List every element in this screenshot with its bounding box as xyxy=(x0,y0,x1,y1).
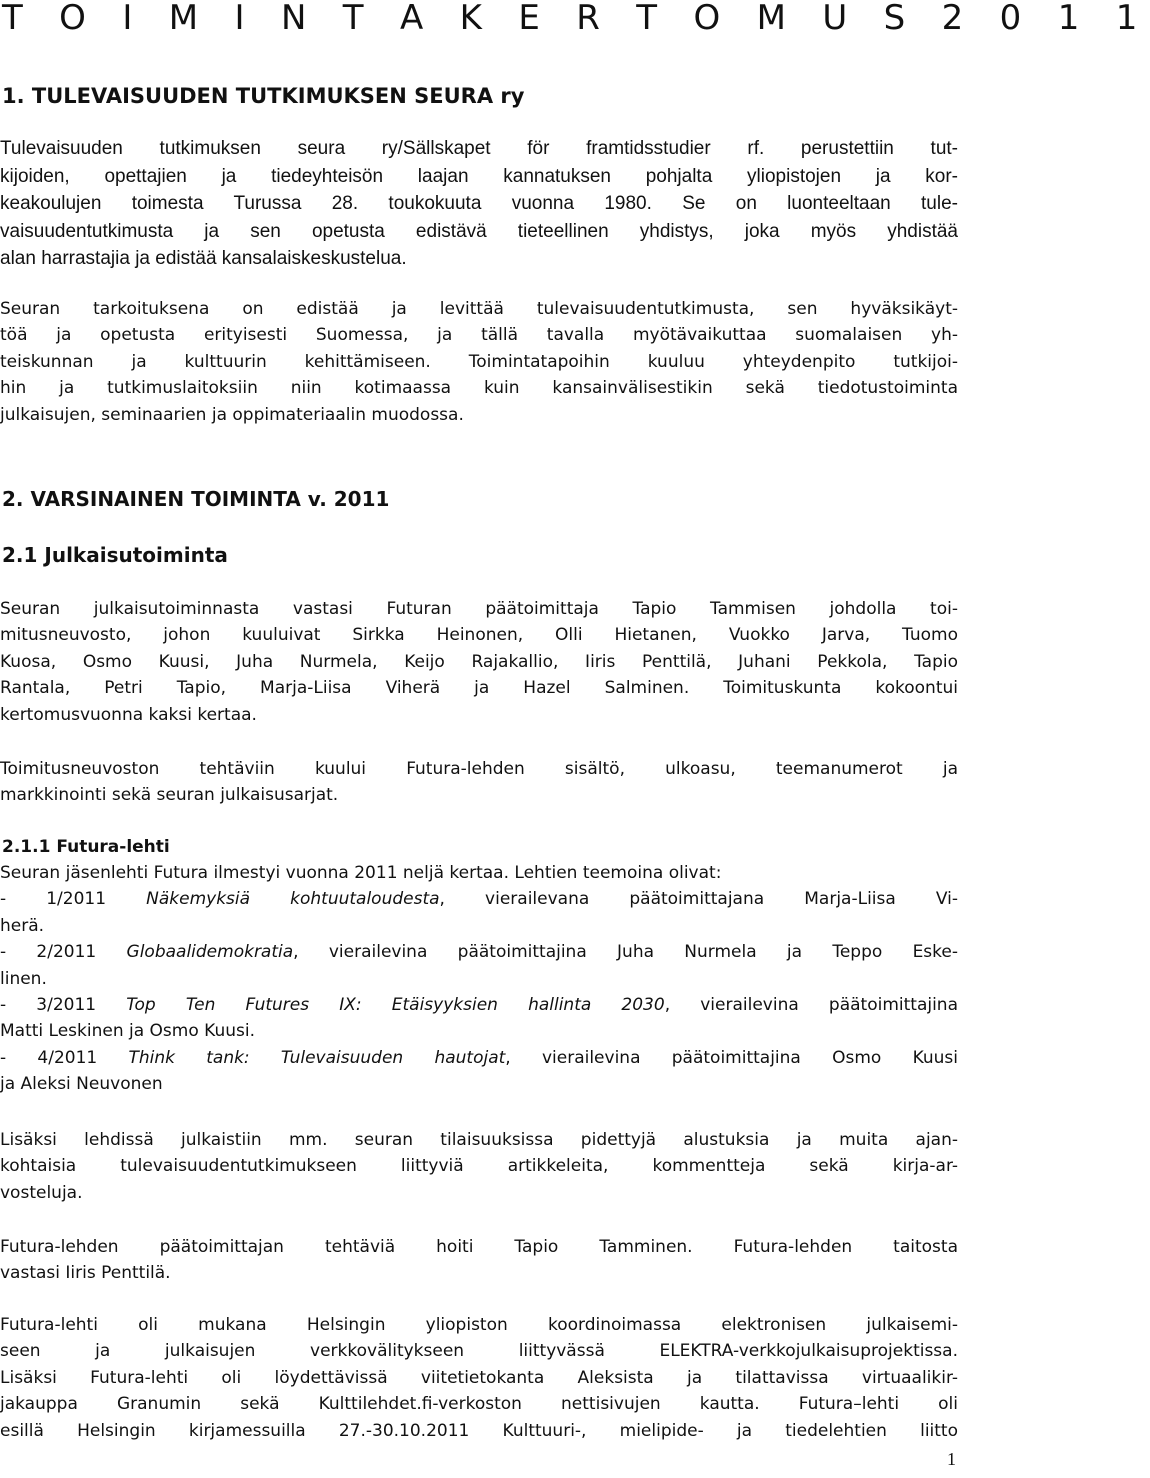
text-line: mitusneuvosto, johon kuuluivat Sirkka Heinonen, Olli Hietanen, Vuokko Jarva, Tuomo xyxy=(0,625,958,646)
issue-editors: , vierailevina päätoimittajina Juha Nurmela ja Teppo Eske- xyxy=(293,942,958,963)
issue-1-line-1 xyxy=(0,886,958,912)
section-2-1-heading: 2.1 Julkaisutoiminta xyxy=(2,543,228,567)
text-line: esillä Helsingin kirjamessuilla 27.-30.10.2011 Kulttuuri-, mielipide- ja tiedelehtien liitto xyxy=(0,1420,958,1441)
issue-title: Think tank: Tulevaisuuden hautojat xyxy=(128,1047,506,1068)
section-2-paragraph-1 xyxy=(0,596,958,728)
issue-2-line-1 xyxy=(0,939,958,965)
text-line: vaisuudentutkimusta ja sen opetusta edistävä tieteellinen yhdistys, joka myös yhdistää xyxy=(0,220,958,242)
text-line: hin ja tutkimuslaitoksiin niin kotimaassa kuin kansainvälisestikin sekä tiedotustoiminta xyxy=(0,378,958,399)
futura-paragraph-helsinki xyxy=(0,1312,958,1444)
document-title: T O I M I N T A K E R T O M U S 2 0 1 1 xyxy=(2,0,1150,38)
text-line: julkaisujen, seminaarien ja oppimateriaalin muodossa. xyxy=(0,404,464,425)
section-1-paragraph-1 xyxy=(0,135,958,273)
text-line: töä ja opetusta erityisesti Suomessa, ja tällä tavalla myötävaikuttaa suomalaisen yh- xyxy=(0,325,958,346)
futura-issues xyxy=(0,860,958,1098)
text-line: Lisäksi Futura-lehti oli löydettävissä viitetietokanta Aleksista ja tilattavissa virtuaalikir- xyxy=(0,1367,958,1388)
issue-3-line-2: Matti Leskinen ja Osmo Kuusi. xyxy=(0,1021,255,1042)
text-line: Lisäksi lehdissä julkaistiin mm. seuran tilaisuuksissa pidettyjä alustuksia ja muita ajan- xyxy=(0,1130,958,1150)
text-line xyxy=(0,190,958,218)
text-line: jakauppa Granumin sekä Kulttilehdet.fi-verkoston nettisivujen kautta. Futura–lehti oli xyxy=(0,1394,958,1415)
text-line: vosteluja. xyxy=(0,1182,83,1203)
issue-title: Näkemyksiä kohtuutaloudesta xyxy=(146,889,440,910)
issue-number: - 1/2011 xyxy=(0,889,147,910)
futura-heading: 2.1.1 Futura-lehti xyxy=(2,837,170,857)
issue-title: Globaalidemokratia xyxy=(126,942,294,963)
issue-number: - 2/2011 xyxy=(0,942,127,963)
page-number: 1 xyxy=(947,1449,956,1469)
issue-1-line-2: herä. xyxy=(0,915,45,936)
issue-4-line-1 xyxy=(0,1045,958,1071)
issue-number: - 4/2011 xyxy=(0,1047,129,1068)
section-1-heading: 1. TULEVAISUUDEN TUTKIMUKSEN SEURA ry xyxy=(2,84,525,108)
text-line: Toimitusneuvoston tehtäviin kuului Futura-lehden sisältö, ulkoasu, teemanumerot ja xyxy=(0,759,958,779)
section-2-heading: 2. VARSINAINEN TOIMINTA v. 2011 xyxy=(2,487,390,511)
text-line: markkinointi sekä seuran julkaisusarjat. xyxy=(0,785,339,806)
text-line: kertomusvuonna kaksi kertaa. xyxy=(0,704,257,725)
issue-editors: , vierailevana päätoimittajana Marja-Liisa Vi- xyxy=(439,889,958,910)
text-line: alan harrastajia ja edistää kansalaiskeskustelua. xyxy=(0,248,407,270)
text-line: Kuosa, Osmo Kuusi, Juha Nurmela, Keijo Rajakallio, Iiris Penttilä, Juhani Pekkola, Tapio xyxy=(0,651,958,672)
issue-number: - 3/2011 xyxy=(0,994,127,1015)
issue-editors: , vierailevina päätoimittajina Osmo Kuusi xyxy=(505,1047,958,1068)
section-1-paragraph-2 xyxy=(0,296,958,428)
text-line: Futura-lehti oli mukana Helsingin yliopiston koordinoimassa elektronisen julkaisemi- xyxy=(0,1315,958,1335)
text-line: Rantala, Petri Tapio, Marja-Liisa Viherä ja Hazel Salminen. Toimituskunta kokoontui xyxy=(0,678,958,699)
futura-paragraph-lisaksi xyxy=(0,1127,958,1206)
text-line: kijoiden, opettajien ja tiedeyhteisön laajan kannatuksen pohjalta yliopistojen ja kor- xyxy=(0,165,958,187)
text-fragment: keakoulujen toimesta Turussa 28. toukokuuta vuonna 1980. xyxy=(0,193,683,215)
futura-paragraph-tehtavia xyxy=(0,1234,958,1287)
text-line: Tulevaisuuden tutkimuksen seura ry/Sällskapet för framtidsstudier rf. perustettiin tut- xyxy=(0,138,958,159)
issue-2-line-2: linen. xyxy=(0,968,47,989)
section-2-paragraph-2 xyxy=(0,756,958,809)
issue-title: Top Ten Futures IX: Etäisyyksien hallinta 2030 xyxy=(126,994,665,1015)
text-line: seen ja julkaisujen verkkovälitykseen liittyvässä ELEKTRA-verkkojulkaisuprojektissa. xyxy=(0,1341,958,1362)
issue-editors: , vierailevina päätoimittajina xyxy=(664,994,958,1015)
text-line: Seuran julkaisutoiminnasta vastasi Futuran päätoimittaja Tapio Tammisen johdolla toi- xyxy=(0,599,958,619)
text-line: Seuran tarkoituksena on edistää ja levittää tulevaisuudentutkimusta, sen hyväksikäyt- xyxy=(0,299,958,319)
text-line: Futura-lehden päätoimittajan tehtäviä hoiti Tapio Tamminen. Futura-lehden taitosta xyxy=(0,1237,958,1257)
text-fragment: Se on luonteeltaan tule- xyxy=(682,193,958,215)
issue-4-line-2: ja Aleksi Neuvonen xyxy=(0,1074,163,1095)
text-line: vastasi Iiris Penttilä. xyxy=(0,1263,171,1284)
text-line: teiskunnan ja kulttuurin kehittämiseen. Toimintatapoihin kuuluu yhteydenpito tutkijoi- xyxy=(0,351,958,372)
issue-3-line-1 xyxy=(0,992,958,1018)
text-line: kohtaisia tulevaisuudentutkimukseen liittyviä artikkeleita, kommentteja sekä kirja-ar- xyxy=(0,1156,958,1177)
futura-intro: Seuran jäsenlehti Futura ilmestyi vuonna 2011 neljä kertaa. Lehtien teemoina olivat: xyxy=(0,863,722,883)
